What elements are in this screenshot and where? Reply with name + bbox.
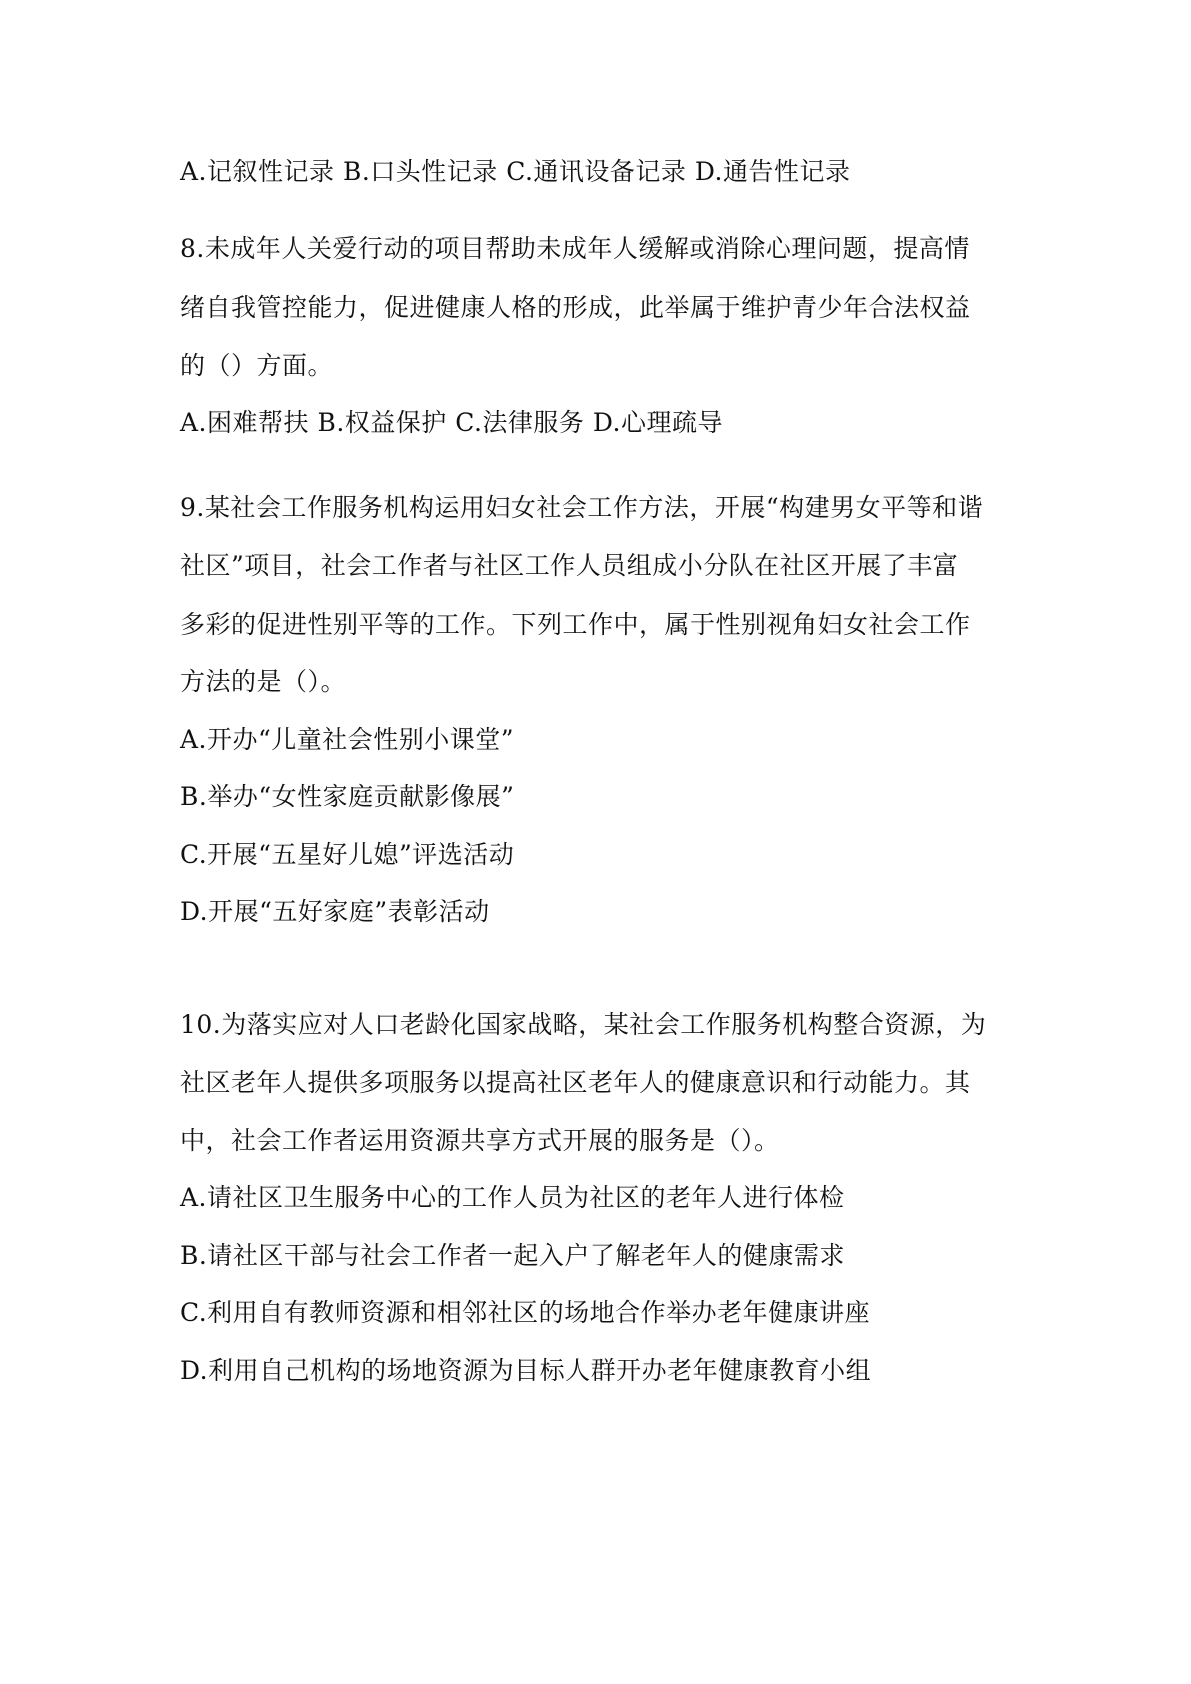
q7-options: A.记叙性记录 B.口头性记录 C.通讯设备记录 D.通告性记录 bbox=[180, 157, 851, 186]
q8-stem-line-3: 的（）方面。 bbox=[180, 351, 334, 380]
q8-stem-line-1: 8.未成年人关爱行动的项目帮助未成年人缓解或消除心理问题，提高情 bbox=[180, 234, 970, 263]
q8-options: A.困难帮扶 B.权益保护 C.法律服务 D.心理疏导 bbox=[180, 408, 723, 437]
q9-option-a: A.开办“儿童社会性别小课堂” bbox=[180, 725, 515, 754]
q10-stem-line-3: 中，社会工作者运用资源共享方式开展的服务是（）。 bbox=[180, 1126, 780, 1155]
q10-option-b: B.请社区干部与社会工作者一起入户了解老年人的健康需求 bbox=[180, 1241, 845, 1270]
q10-option-a: A.请社区卫生服务中心的工作人员为社区的老年人进行体检 bbox=[180, 1183, 845, 1212]
q10-option-c: C.利用自有教师资源和相邻社区的场地合作举办老年健康讲座 bbox=[180, 1298, 871, 1327]
q9-stem-line-2: 社区”项目，社会工作者与社区工作人员组成小分队在社区开展了丰富 bbox=[180, 551, 959, 580]
q10-stem-line-2: 社区老年人提供多项服务以提高社区老年人的健康意识和行动能力。其 bbox=[180, 1068, 971, 1097]
q9-stem-line-1: 9.某社会工作服务机构运用妇女社会工作方法，开展“构建男女平等和谐 bbox=[180, 493, 984, 522]
q9-stem-line-3: 多彩的促进性别平等的工作。下列工作中，属于性别视角妇女社会工作 bbox=[180, 610, 971, 639]
q8-stem-line-2: 绪自我管控能力，促进健康人格的形成，此举属于维护青少年合法权益 bbox=[180, 293, 971, 322]
q9-option-d: D.开展“五好家庭”表彰活动 bbox=[180, 897, 490, 926]
q10-stem-line-1: 10.为落实应对人口老龄化国家战略，某社会工作服务机构整合资源，为 bbox=[180, 1010, 987, 1039]
q9-option-b: B.举办“女性家庭贡献影像展” bbox=[180, 782, 515, 811]
q10-option-d: D.利用自己机构的场地资源为目标人群开办老年健康教育小组 bbox=[180, 1356, 872, 1385]
q9-option-c: C.开展“五星好儿媳”评选活动 bbox=[180, 840, 515, 869]
q9-stem-line-4: 方法的是（）。 bbox=[180, 667, 347, 696]
